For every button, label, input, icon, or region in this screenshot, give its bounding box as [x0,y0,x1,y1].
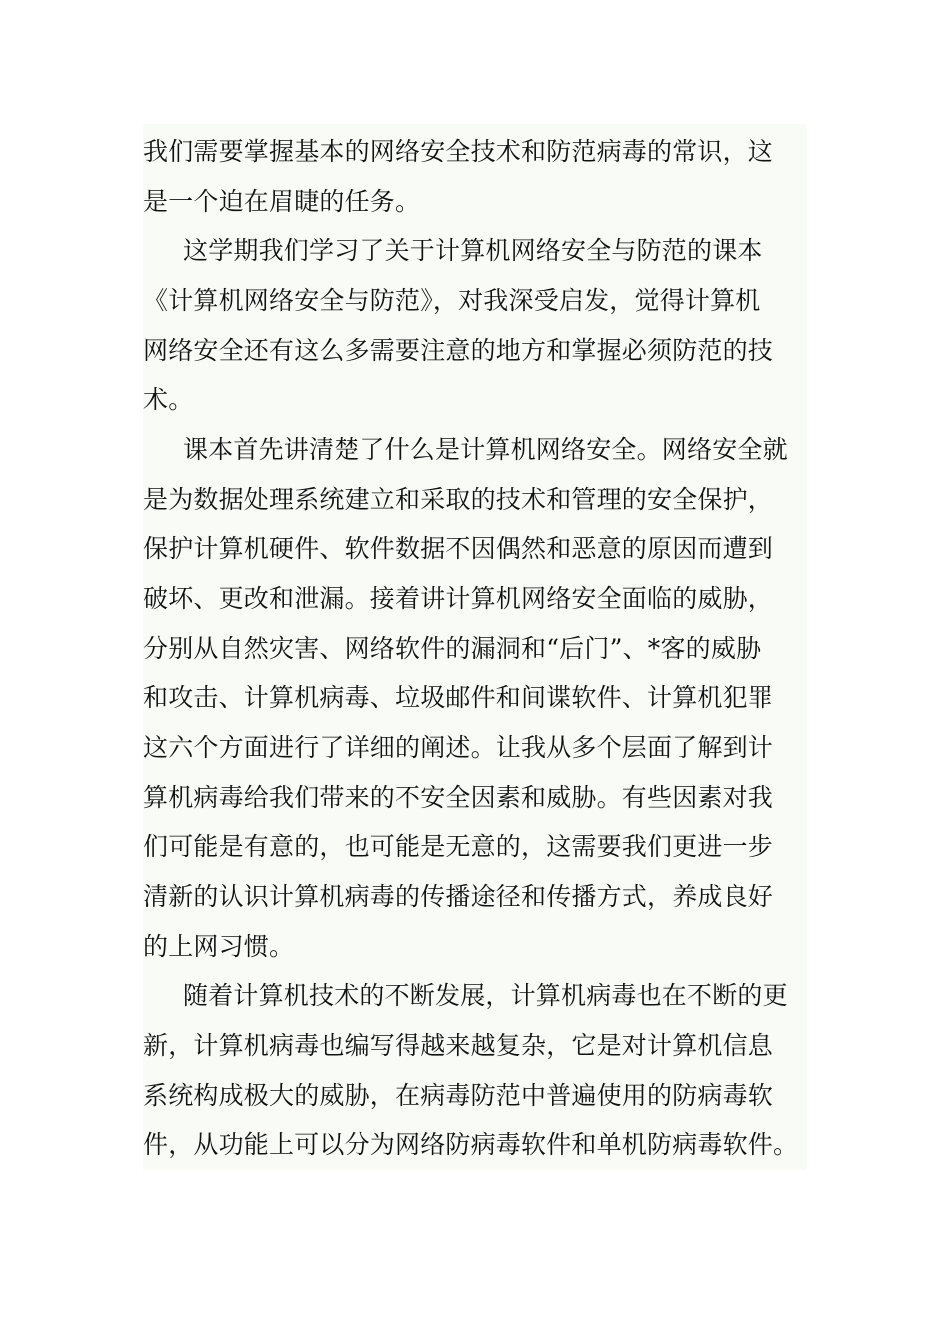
text-line: 网络安全还有这么多需要注意的地方和掌握必须防范的技 [143,336,774,365]
text-line: 是一个迫在眉睫的任务。 [143,187,421,216]
text-line: 和攻击、计算机病毒、垃圾邮件和间谍软件、计算机犯罪 [143,683,774,712]
text-line: 们可能是有意的，也可能是无意的，这需要我们更进一步 [143,832,774,861]
text-line: 《计算机网络安全与防范》，对我深受启发，觉得计算机 [143,286,761,315]
text-line: 分别从自然灾害、网络软件的漏洞和“后门”、*客的威胁 [143,634,762,663]
text-line: 这学期我们学习了关于计算机网络安全与防范的课本 [183,236,763,265]
text-line: 术。 [143,385,194,414]
text-line: 算机病毒给我们带来的不安全因素和威胁。有些因素对我 [143,783,774,812]
text-line: 系统构成极大的威胁，在病毒防范中普遍使用的防病毒软 [143,1081,774,1110]
text-line: 破坏、更改和泄漏。接着讲计算机网络安全面临的威胁， [143,584,774,613]
text-line: 清新的认识计算机病毒的传播途径和传播方式，养成良好 [143,882,774,911]
text-line: 是为数据处理系统建立和采取的技术和管理的安全保护， [143,485,774,514]
text-line: 件，从功能上可以分为网络防病毒软件和单机防病毒软件。 [143,1130,799,1159]
text-line: 保护计算机硬件、软件数据不因偶然和恶意的原因而遭到 [143,534,774,563]
text-line: 我们需要掌握基本的网络安全技术和防范病毒的常识，这 [143,137,774,166]
text-line: 随着计算机技术的不断发展，计算机病毒也在不断的更 [183,981,788,1010]
text-line: 新，计算机病毒也编写得越来越复杂，它是对计算机信息 [143,1031,774,1060]
text-line: 课本首先讲清楚了什么是计算机网络安全。网络安全就 [183,435,788,464]
text-line: 这六个方面进行了详细的阐述。让我从多个层面了解到计 [143,733,774,762]
document-body [143,124,807,1170]
text-line: 的上网习惯。 [143,932,295,961]
